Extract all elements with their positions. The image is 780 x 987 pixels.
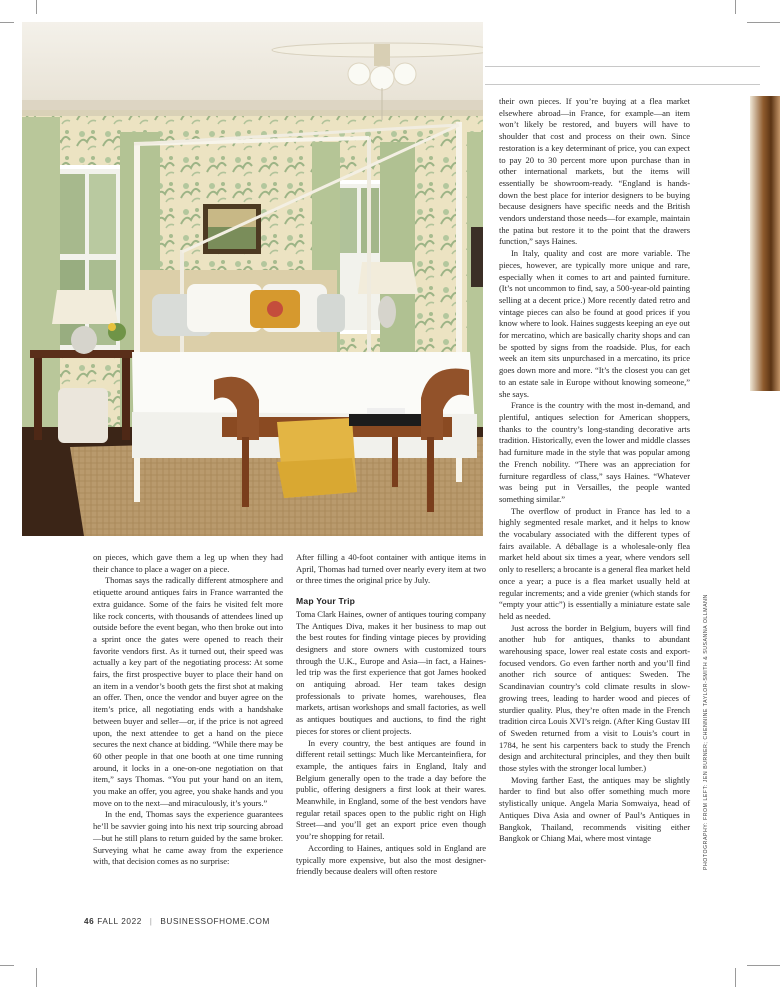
photo-credit: PHOTOGRAPHY: FROM LEFT: JEN BURNER; CHENNINE TAYLOR-SMITH & SUSANNA OLLMANN (703, 594, 709, 870)
crop-mark (747, 22, 780, 23)
section-subhead: Map Your Trip (296, 596, 356, 607)
issue-label: FALL 2022 (97, 917, 142, 926)
paragraph: France is the country with the most in-demand, and plentiful, antiques selection for American shoppers, thanks to the country’s long-standing decorative arts tradition. Historically, even the lower and middle classes had furniture made in the style that was popular among the French nobility. “There was an appreciation for furniture regardless of class,” says Haines. “Whatever was being put in Versailles, the people wanted something similar.” (499, 400, 690, 504)
crop-mark (36, 968, 37, 987)
page-number: 46 (84, 917, 95, 926)
crop-mark (36, 0, 37, 14)
paragraph: Toma Clark Haines, owner of antiques touring company The Antiques Diva, makes it her business to map out the best routes for finding vintage pieces by providing designers and store owners with customized tours through the U.K., Europe and Asia—in fact, a Haines-led trip was the first experience that got James hooked on antiquing abroad. Her team takes design professionals to private homes, warehouses, flea markets, artisan workshops and small factories, as well as antiques boutiques and auctions, to find the right pieces for stores or client projects. (296, 608, 486, 736)
crop-mark (747, 965, 780, 966)
margin-rule (485, 84, 760, 85)
adjacent-photo-edge (750, 96, 780, 391)
paragraph: their own pieces. If you’re buying at a flea market elsewhere abroad—in France, for example—an item won’t likely be restored, and buyers will have to shoulder that cost and process on their own. Since restoration is a key determinant of price, you can expect to pay 20 to 30 percent more upon purchase than in other international markets, but the items will essentially be showroom-ready. “England is hands-down the best place for interior designers to be buying because designers have specific needs and the British vendors understand those needs—for example, maintain the patina but restore it to the point that the drawers function,” says Haines. (499, 96, 690, 247)
crop-mark (735, 0, 736, 14)
paragraph: on pieces, which gave them a leg up when they had their chance to place a wager on a piece. (93, 552, 283, 574)
paragraph: The overflow of product in France has led to a highly segmented resale market, and it helps to know the vocabulary associated with the different types of fairs available. A déballage is a wholesale-only flea market held about six times a year, where vendors sell only to resellers; a brocante is a general flea market held once a year; a puce is a flea market usually held at regular increments; and a vide grenier (which stands for “empty your attic”) is essentially a miniature estate sale held as needed. (499, 505, 690, 621)
crop-mark (0, 22, 14, 23)
crop-mark (735, 968, 736, 987)
article-column-2 (296, 552, 486, 878)
site-name: BUSINESSOFHOME.COM (160, 917, 270, 926)
paragraph: In every country, the best antiques are found in different retail settings: Much like Mercanteinfiera, for example, the antiques fairs in England, Italy and Belgium generally open to the trade a day before the public, offering designers a first look at their wares. Meanwhile, in England, some of the best vendors have regular retail spaces open to the public right on High Street—and you’ll get an export price even though you’re shopping for retail. (296, 737, 486, 842)
paragraph: Just across the border in Belgium, buyers will find another hub for antiques, thanks to abundant warehousing space, lower real estate costs and export-focused vendors. Go even farther north and you’ll find another rich source of antiques: Sweden. The Scandinavian country’s cold climate results in slow-growing trees, leading to harder wood and pieces of sturdier quality. Plus, they’re often made in the French tradition circa Louis XVI’s reign. (After King Gustav III of Sweden returned from a visit to Louis’s court in 1784, he sent his carpenters back to study the French design and architectural principles, and they then built those styles with the stronger local lumber.) (499, 622, 690, 774)
page-folio (84, 917, 270, 926)
paragraph: Moving farther East, the antiques may be slightly harder to find but also offer something much more stylistically unique. Angela Maria Somwaiya, head of Antiques Diva Asia and owner of Paul’s Antiques in Bangkok, Thailand, recommends visiting either Bangkok or Chiang Mai, where most vintage (499, 774, 690, 844)
crop-mark (0, 965, 14, 966)
article-column-3 (499, 96, 690, 845)
margin-rule (485, 66, 760, 67)
paragraph: After filling a 40-foot container with antique items in April, Thomas had turned over nearly every item at two or three times the original price by July. (296, 552, 486, 586)
paragraph: According to Haines, antiques sold in England are typically more expensive, but also the most designer-friendly because dealers will often restore (296, 842, 486, 877)
folio-separator: | (149, 917, 153, 926)
paragraph: Thomas says the radically different atmosphere and etiquette around antiques fairs in France warranted the extra guidance. Some of the fairs he visited felt more like rock concerts, with thousands of attendees lined up outside before the event began, who then broke out into a sprint once the gates were opened to reach their favorite vendors first. As it turned out, their speed was actually a key part of the negotiating process: At some fairs, the first prospective buyer to place their hand on an item in a vendor’s booth gets the first shot at making an offer. Then, once the vendor and buyer agree on the item’s price, all negotiating ends with a handshake between buyer and seller—or, if the price is not agreed upon, the next attendee to get a hand on the piece secures the next chance at bidding. “While there may be 60 other people in that one booth at one time running around, it locks in a one-on-one negotiation on that item,” says Thomas. “You put your hand on an item, you make an offer, you agree, you shake hands and you move on to the next—and miraculously, it’s yours.” (93, 575, 283, 808)
article-column-1 (93, 552, 283, 868)
paragraph: In Italy, quality and cost are more variable. The pieces, however, are typically more unique and rare, especially when it comes to art and painted furniture. (It’s not uncommon to find, say, a 500-year-old painting selling at a decent price.) More recently dated retro and vintage pieces can also be found at good prices if you know where to look. Haines suggests keeping an eye out for mercatino, which are basically charity shops and can be spotted by signs from the roadside. Plus, for each week an item sits unpurchased in a mercatino, its price goes down more and more. “It’s the closest you can get to an estate sale in Europe without knowing someone,” she says. (499, 248, 690, 399)
bedroom-photo (22, 22, 483, 536)
paragraph: In the end, Thomas says the experience guarantees he’ll be savvier going into his next trip sourcing abroad—but he still plans to return guided by the same broker. Surveying what he came away from the experience with, that decision comes as no surprise: (93, 809, 283, 867)
